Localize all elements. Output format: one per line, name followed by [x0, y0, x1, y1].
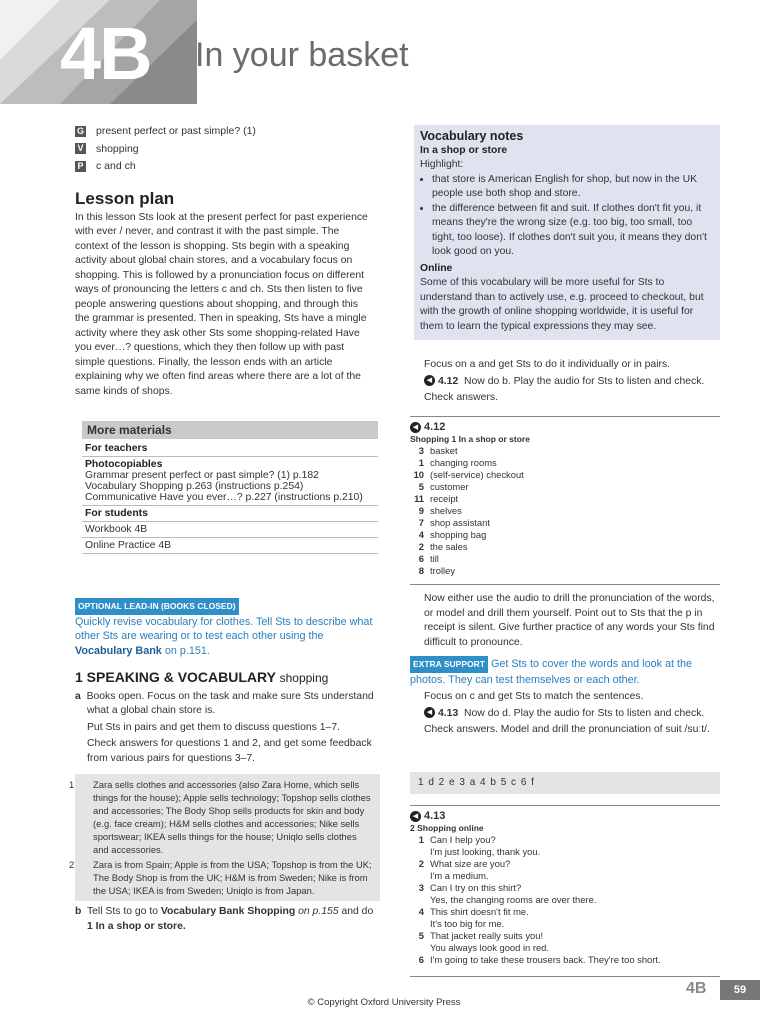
goal-pronunciation: P c and ch: [75, 159, 375, 174]
audio-instruction-413: ◀ 4.13 Now do d. Play the audio for Sts to listen and check.: [424, 707, 720, 722]
optional-lead-in-label: OPTIONAL LEAD-IN (BOOKS CLOSED): [75, 598, 239, 615]
vocab-item: 2 the sales: [418, 541, 468, 552]
audio-script-title: ◀ 4.12: [410, 421, 720, 433]
dialogue-item: 4 This shirt doesn't fit me. It's too big for me.: [418, 906, 529, 929]
answer-box-1: [69, 774, 380, 901]
instruction-drill: Now either use the audio to drill the pronunciation of the words, or model and drill them yourself. Point out to Sts that the p in receipt is silent. Give further practice of any words your Sts find difficult to pronounce.: [424, 593, 715, 648]
audio-icon[interactable]: ◀: [410, 811, 421, 822]
instructions-vocab: [424, 358, 720, 406]
vocab-item: 4 shopping bag: [418, 529, 487, 540]
page-title: In your basket: [195, 36, 409, 74]
instruction-a: a Books open. Focus on the task and make sure Sts understand what a global chain store is.: [75, 690, 374, 716]
vocab-item: 10 (self-service) checkout: [413, 469, 524, 480]
answer-key-bar: 1 d 2 e 3 a 4 b 5 c 6 f: [410, 772, 720, 794]
footer-unit: 4B: [686, 980, 707, 997]
material-row: Grammar present perfect or past simple? (1) p.182: [85, 470, 319, 481]
more-materials-box: [82, 421, 378, 554]
vocab-item: 11 receipt: [414, 493, 459, 504]
instruction-b: b Tell Sts to go to Vocabulary Bank Shopping on p.155 and do 1 In a shop or store.: [75, 906, 374, 932]
photocopiables-heading: Photocopiables: [85, 459, 163, 470]
vocab-item: 8 trolley: [418, 565, 456, 576]
vocab-item: 9 shelves: [418, 505, 462, 516]
page-number: 59: [720, 980, 760, 1000]
for-students-heading: For students: [82, 506, 378, 522]
audio-script-title: ◀ 4.13: [410, 810, 720, 822]
instructions-match: [424, 690, 720, 738]
unit-number: 4B: [60, 12, 151, 95]
divider: [410, 976, 720, 977]
dialogue-item: 1 Can I help you? I'm just looking, thank you.: [418, 834, 541, 857]
lesson-plan-text: In this lesson Sts look at the present perfect for past experience with ever / never, and contrast it with the past simple. The context of the lesson is shopping. Sts begin with a speaking activity about global chain stores, and a vocabulary focus on shopping. This is followed by a pronunciation focus on different ways of pronouncing the letters c and ch. Sts then listen to five people answering questions about shopping, and through this the grammar is presented. Then in speaking, Sts have a mingle activity where they ask other Sts some shopping-related Have you ever…? questions, which they then follow up with past simple questions. Finally, the lesson ends with an article explaining why we often find areas where there are a lot of the same kinds of shops.: [75, 211, 368, 397]
more-materials-title: More materials: [82, 421, 378, 439]
instruction-check: Check answers.: [424, 392, 498, 403]
highlight-label: Highlight:: [420, 159, 464, 170]
divider: [410, 416, 720, 417]
vocabulary-bank-link[interactable]: Vocabulary Bank: [75, 644, 162, 657]
material-row: Online Practice 4B: [82, 538, 378, 554]
vocab-item: 5 customer: [418, 481, 469, 492]
extra-support-label: EXTRA SUPPORT: [410, 656, 488, 673]
vocab-item: 6 till: [418, 553, 439, 564]
instruction-check-suit: Check answers. Model and drill the pronunciation of suit /suːt/.: [424, 724, 710, 735]
audio-instruction-412: ◀ 4.12 Now do b. Play the audio for Sts to listen and check.: [424, 375, 720, 390]
goal-grammar: G present perfect or past simple? (1): [76, 125, 256, 137]
answer-item: 2 Zara is from Spain; Apple is from the USA; Topshop is from the UK; The Body Shop is from the UK; H&M is from Sweden; Nike is from the USA; IKEA is from Sweden; Uniqlo is from Japan.: [69, 859, 372, 896]
instructions-drill: [424, 592, 720, 650]
divider: [410, 584, 720, 585]
vocab-item: 1 changing rooms: [418, 457, 497, 468]
optional-lead-in-text: Quickly revise vocabulary for clothes. Tell Sts to describe what other Sts are wearing or to test each other using the: [75, 615, 373, 642]
optional-lead-in: [75, 598, 375, 658]
audio-script-subtitle: 2 Shopping online: [410, 823, 484, 833]
online-text: Some of this vocabulary will be more useful for Sts to understand than to actively use, e.g. proceed to checkout, but with the growth of online shopping worldwide, it is useful for them to learn the typical expressions they may see.: [420, 277, 704, 332]
instruction-focus-c: Focus on c and get Sts to match the sentences.: [424, 691, 644, 702]
audio-icon[interactable]: ◀: [410, 422, 421, 433]
dialogue-item: 6 I'm going to take these trousers back. They're too short.: [418, 954, 661, 965]
material-row: Vocabulary Shopping p.263 (instructions p.254): [85, 481, 304, 492]
extra-support-text: Get Sts to cover the words and look at the photos. They can test themselves or each other.: [410, 658, 693, 686]
audio-icon[interactable]: ◀: [424, 707, 435, 718]
audio-script-subtitle: Shopping 1 In a shop or store: [410, 434, 530, 444]
unit-banner: [0, 0, 197, 104]
note-bullet: • that store is American English for shop, but now in the UK people use both shop and store.: [432, 173, 714, 202]
online-heading: Online: [420, 262, 453, 274]
audio-icon[interactable]: ◀: [424, 375, 435, 386]
goal-vocabulary: V shopping: [75, 142, 375, 157]
dialogue-item: 5 That jacket really suits you! You always look good in red.: [418, 930, 550, 953]
vocabulary-notes-title: Vocabulary notes: [420, 129, 524, 143]
instruction-a-pairs: Put Sts in pairs and get them to discuss questions 1–7.: [87, 721, 340, 733]
section-speaking-vocabulary: [75, 670, 375, 766]
vocab-item: 7 shop assistant: [418, 517, 490, 528]
material-row: Workbook 4B: [82, 522, 378, 538]
instruction-a-check: Check answers for questions 1 and 2, and get some feedback from various pairs for questions 3–7.: [87, 738, 372, 764]
vocab-item: 3 basket: [418, 445, 458, 456]
extra-support: [410, 656, 720, 687]
photocopiables-block: [82, 457, 378, 506]
divider: [410, 805, 720, 806]
note-bullet: • the difference between fit and suit. If clothes don't fit you, it means they're the wrong size (e.g. too big, too small, too tight, too loose). If clothes don't suit you, it means they don't look good on you.: [432, 202, 714, 260]
lesson-plan: [75, 189, 375, 399]
vocabulary-notes-subtitle: In a shop or store: [420, 144, 508, 156]
section-title: 1 SPEAKING & VOCABULARY shopping: [75, 669, 329, 685]
audio-script-412: [410, 421, 720, 577]
answer-item: 1 Zara sells clothes and accessories (also Zara Home, which sells things for the house); Apple sells technology; Topshop sells clothes and accessories; The Body Shop sells products for skin and body (e.g. face cream); H&M sells clothes and accessories; Nike sells sportswear; IKEA sells things for the house; Uniqlo sells clothes and accessories.: [69, 779, 371, 855]
dialogue-item: 2 What size are you? I'm a medium.: [418, 858, 511, 881]
optional-page-ref: on p.151.: [164, 644, 210, 657]
audio-script-413: [410, 810, 720, 966]
dialogue-item: 3 Can I try on this shirt? Yes, the changing rooms are over there.: [418, 882, 597, 905]
lesson-plan-title: Lesson plan: [75, 189, 175, 208]
vocabulary-notes-box: [414, 125, 720, 340]
lesson-goals: [75, 124, 375, 177]
material-row: Communicative Have you ever…? p.227 (instructions p.210): [85, 492, 363, 503]
copyright: © Copyright Oxford University Press: [307, 997, 461, 1008]
for-teachers-heading: For teachers: [82, 441, 378, 457]
instruction-focus-a: Focus on a and get Sts to do it individually or in pairs.: [424, 359, 671, 370]
